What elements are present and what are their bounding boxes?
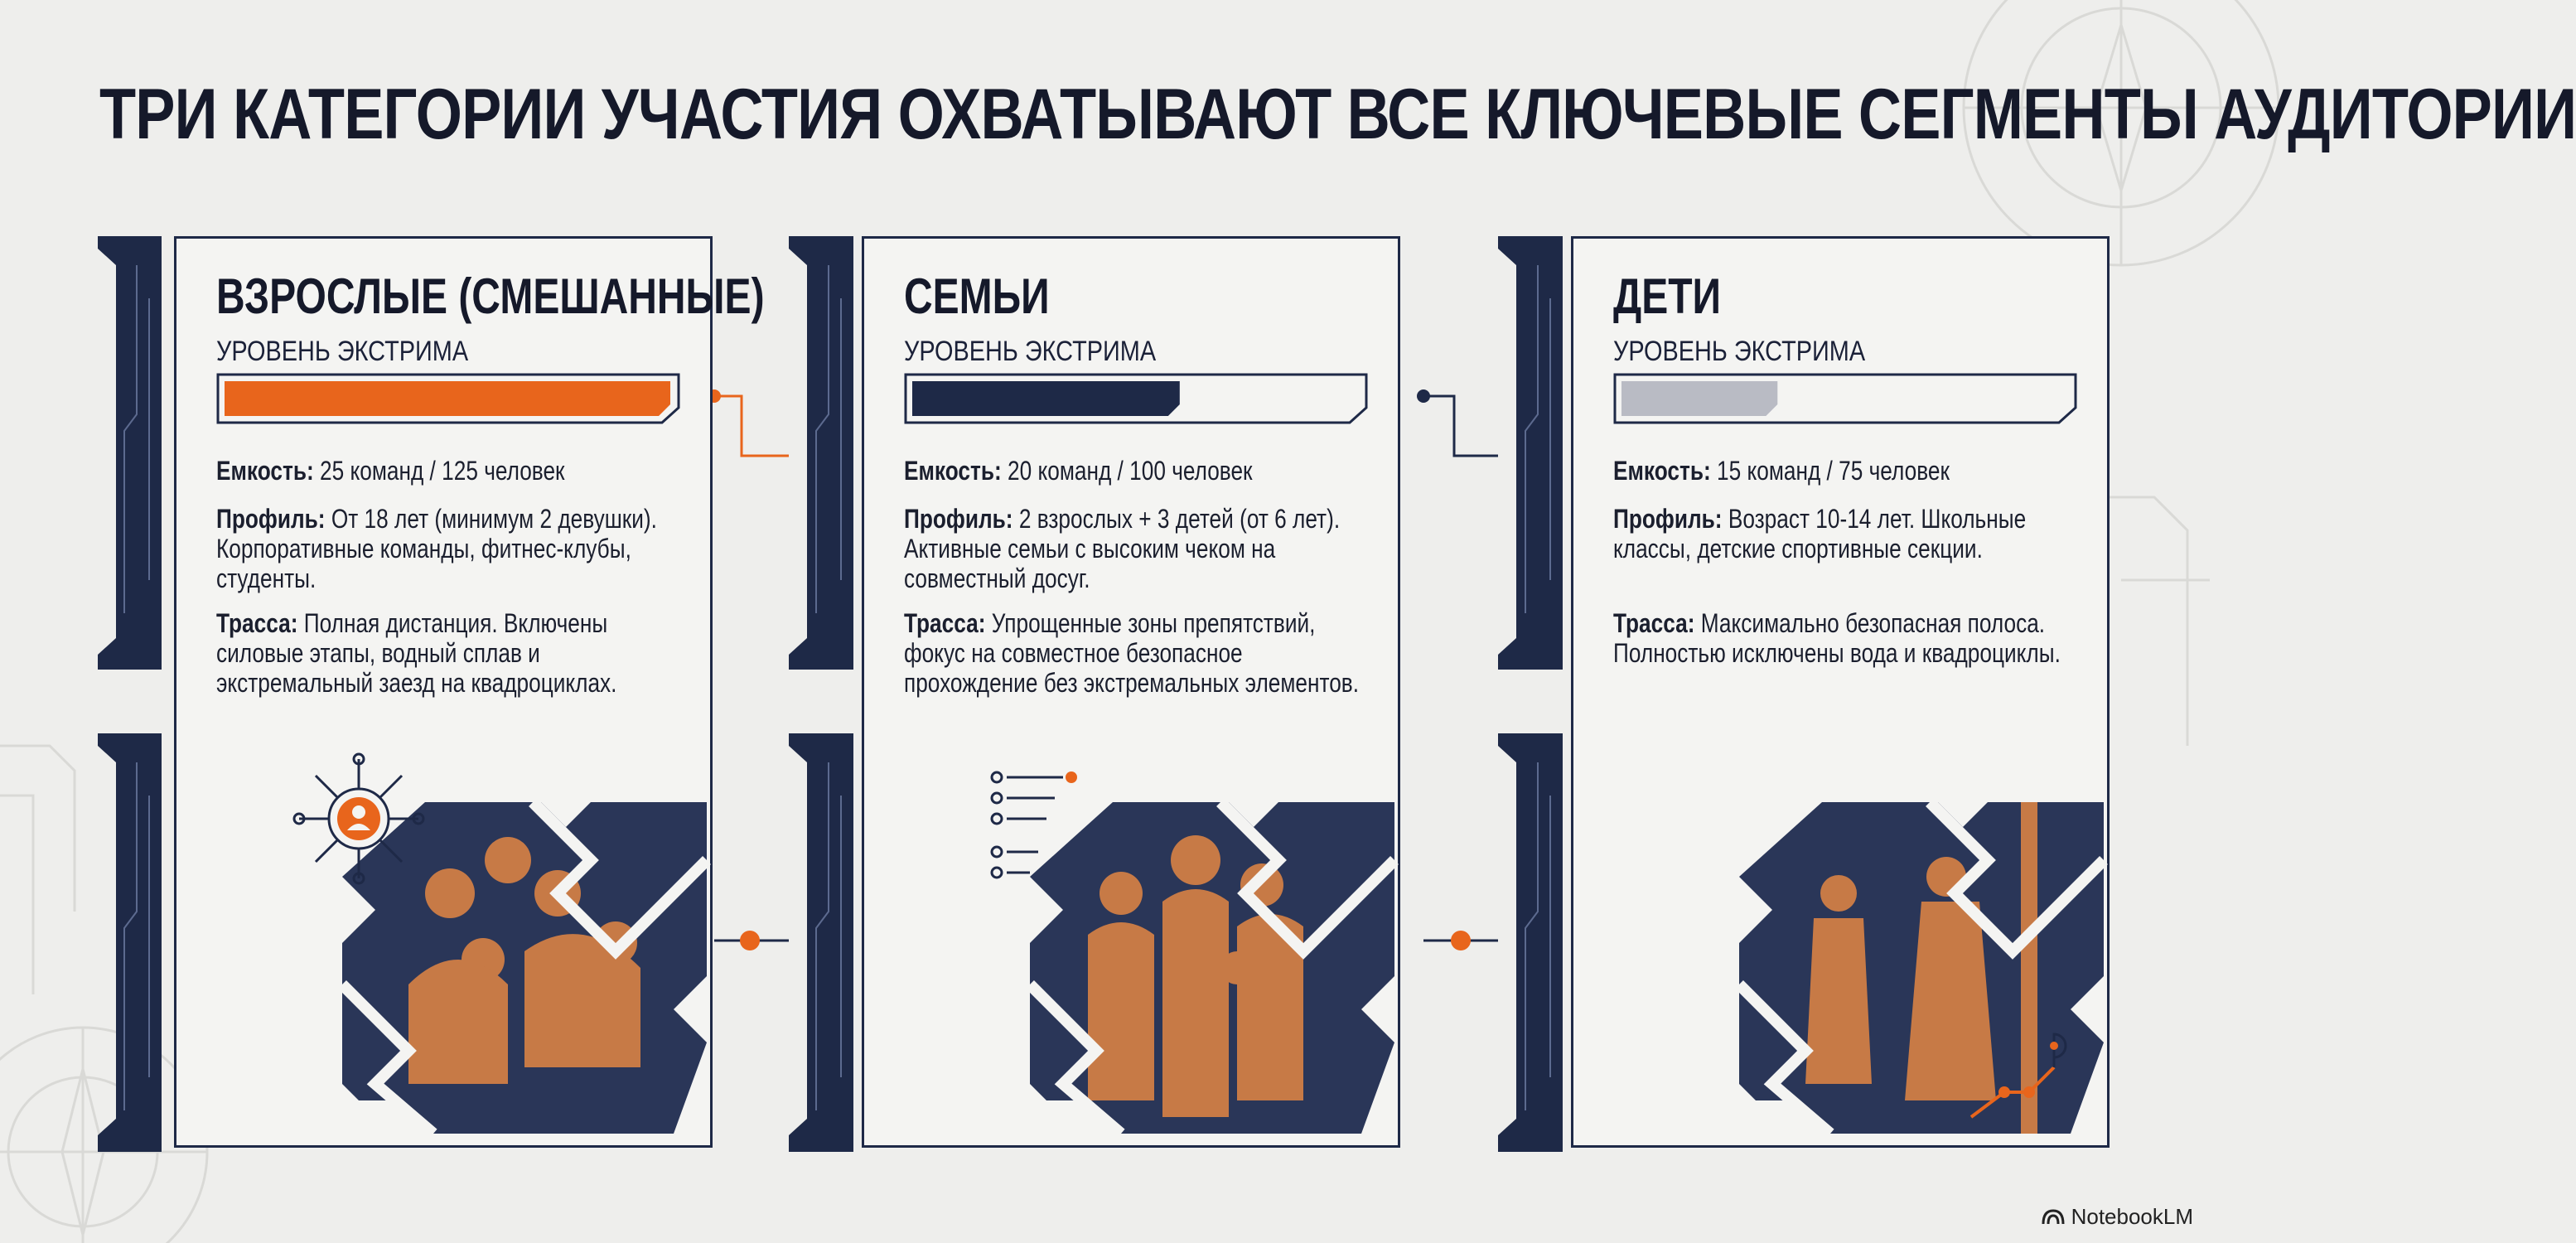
track-value: Упрощенные зоны препятствий, фокус на совместное безопасное прохождение без экстремальных элементов. [904, 608, 1360, 698]
track-text [1613, 608, 2082, 668]
capacity-label: Емкость: [216, 456, 314, 486]
profile-value: От 18 лет (минимум 2 девушки). Корпоративные команды, фитнес-клубы, студенты. [216, 504, 657, 593]
capacity-value: 20 команд / 100 человек [1001, 456, 1253, 486]
profile-label: Профиль: [216, 504, 326, 534]
extreme-level-bar [904, 373, 1368, 424]
page-title: ТРИ КАТЕГОРИИ УЧАСТИЯ ОХВАТЫВАЮТ ВСЕ КЛЮЧЕВЫЕ СЕГМЕНТЫ АУДИТОРИИ [99, 75, 2576, 154]
person-network-icon [292, 752, 425, 885]
profile-label: Профиль: [904, 504, 1013, 534]
card-title: СЕМЬИ [904, 268, 1050, 324]
extreme-level-label: УРОВЕНЬ ЭКСТРИМА [1613, 336, 1866, 367]
list-icon [988, 769, 1113, 885]
profile-text [904, 504, 1373, 593]
extreme-level-fill [225, 381, 670, 416]
capacity-label: Емкость: [1613, 456, 1711, 486]
capacity-value: 15 команд / 75 человек [1710, 456, 1950, 486]
capacity-text [904, 456, 1373, 486]
track-label: Трасса: [904, 608, 986, 638]
extreme-level-fill [1621, 381, 1777, 416]
capacity-text [1613, 456, 2082, 486]
track-text [216, 608, 685, 698]
profile-value: Возраст 10-14 лет. Школьные классы, детские спортивные секции. [1613, 504, 2027, 563]
extreme-level-bar [1613, 373, 2077, 424]
profile-text [1613, 504, 2082, 563]
profile-text [216, 504, 685, 593]
capacity-value: 25 команд / 125 человек [313, 456, 565, 486]
card-title: ДЕТИ [1613, 268, 1722, 324]
chart-pin-icon [1963, 1026, 2079, 1125]
extreme-level-fill [912, 381, 1180, 416]
extreme-level-label: УРОВЕНЬ ЭКСТРИМА [904, 336, 1157, 367]
track-value: Полная дистанция. Включены силовые этапы, водный сплав и экстремальный заезд на квадроциклах. [216, 608, 617, 698]
extreme-level-bar [216, 373, 680, 424]
card-adults [174, 236, 765, 1148]
track-label: Трасса: [216, 608, 298, 638]
track-text [904, 608, 1373, 698]
extreme-level-label: УРОВЕНЬ ЭКСТРИМА [216, 336, 469, 367]
card-title: ВЗРОСЛЫЕ (СМЕШАННЫЕ) [216, 268, 765, 324]
notebooklm-logo [2042, 1200, 2193, 1233]
capacity-text [216, 456, 685, 486]
card-kids [1571, 236, 2110, 1148]
notebooklm-icon [2042, 1207, 2065, 1226]
profile-label: Профиль: [1613, 504, 1723, 534]
track-label: Трасса: [1613, 608, 1695, 638]
track-value: Максимально безопасная полоса. Полностью исключены вода и квадроциклы. [1613, 608, 2061, 668]
profile-value: 2 взрослых + 3 детей (от 6 лет). Активные семьи с высоким чеком на совместный досуг. [904, 504, 1341, 593]
card-families [862, 236, 1400, 1148]
notebooklm-logo-text: NotebookLM [2071, 1204, 2193, 1229]
capacity-label: Емкость: [904, 456, 1002, 486]
